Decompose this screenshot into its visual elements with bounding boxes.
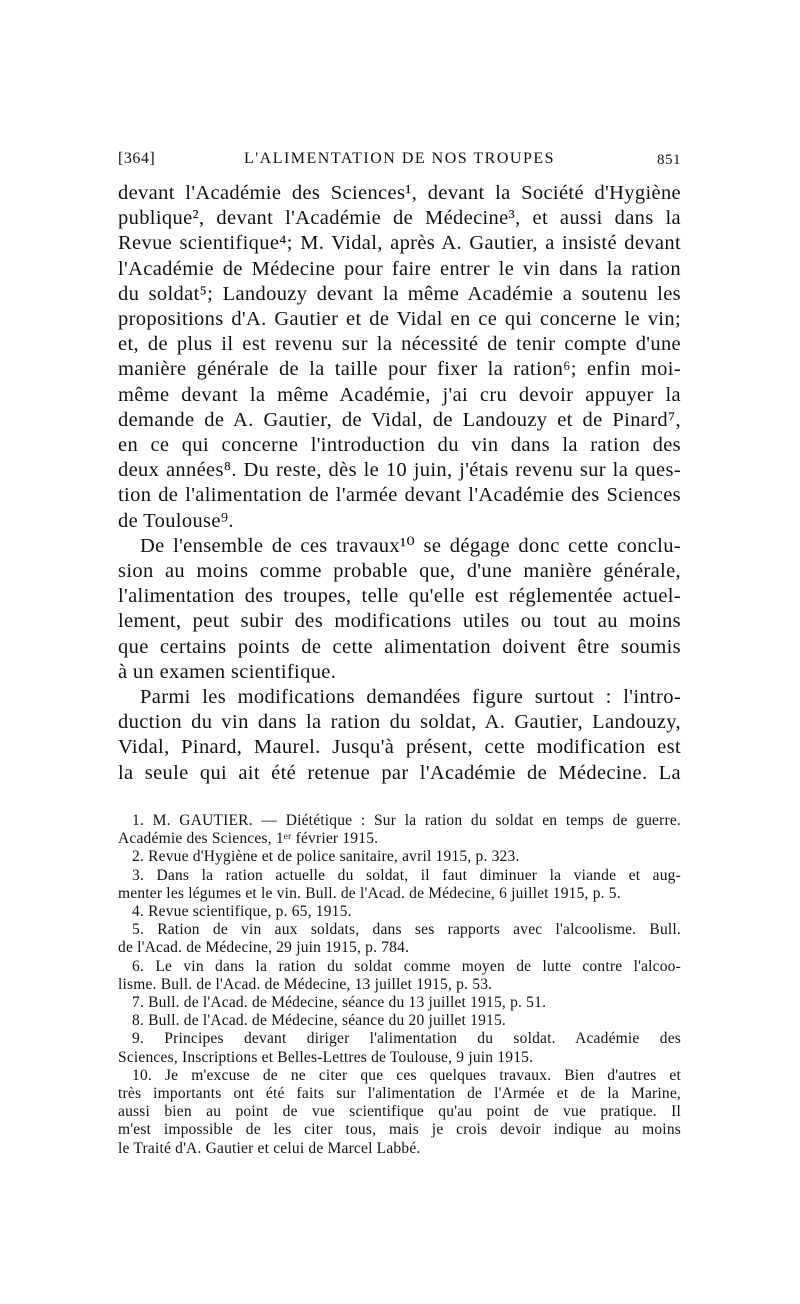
footnotes xyxy=(118,812,681,1158)
footnote xyxy=(118,958,681,994)
footnote-line: très importants ont été faits sur l'alimentation de l'Armée et de la Marine, xyxy=(118,1085,681,1103)
running-title: L'ALIMENTATION DE NOS TROUPES xyxy=(243,150,556,167)
footnote-line: 6. Le vin dans la ration du soldat comme moyen de lutte contre l'alcoo- xyxy=(132,957,681,975)
text-line: Parmi les modifications demandées figure surtout : l'intro- xyxy=(140,686,681,709)
footnote xyxy=(118,1012,681,1030)
text-line: en ce qui concerne l'introduction du vin dans la ration des xyxy=(118,434,681,457)
main-text xyxy=(118,181,681,786)
text-line: du soldat⁵; Landouzy devant la même Académie a soutenu les xyxy=(118,282,681,305)
text-line: duction du vin dans la ration du soldat, A. Gautier, Landouzy, xyxy=(118,711,681,734)
text-line: l'alimentation des troupes, telle qu'elle est réglementée actuel- xyxy=(118,585,681,608)
footnote xyxy=(118,1067,681,1158)
footnote-line: 2. Revue d'Hygiène et de police sanitaire, avril 1915, p. 323. xyxy=(132,848,520,866)
text-line: manière générale de la taille pour fixer la ration⁶; enfin moi- xyxy=(118,358,681,381)
running-header xyxy=(118,150,681,174)
text-line: l'Académie de Médecine pour faire entrer le vin dans la ration xyxy=(118,257,681,280)
footnote-line: 1. M. GAUTIER. — Diététique : Sur la ration du soldat en temps de guerre. xyxy=(132,812,681,829)
footnote-line: Sciences, Inscriptions et Belles-Lettres de Toulouse, 9 juin 1915. xyxy=(118,1048,534,1066)
footnote xyxy=(118,921,681,957)
footnote xyxy=(118,1030,681,1066)
footnote xyxy=(118,812,681,848)
footnote-line: 7. Bull. de l'Acad. de Médecine, séance du 13 juillet 1915, p. 51. xyxy=(132,994,547,1012)
text-line: et, de plus il est revenu sur la nécessité de tenir compte d'une xyxy=(118,333,681,356)
footnote-line: 4. Revue scientifique, p. 65, 1915. xyxy=(132,903,352,921)
text-line: demande de A. Gautier, de Vidal, de Landouzy et de Pinard⁷, xyxy=(118,408,681,431)
text-line: Vidal, Pinard, Maurel. Jusqu'à présent, cette modification est xyxy=(118,736,681,759)
footnote-line: m'est impossible de les citer tous, mais je crois devoir indique au moins xyxy=(118,1121,681,1139)
footnote-line: menter les légumes et le vin. Bull. de l'Acad. de Médecine, 6 juillet 1915, p. 5. xyxy=(118,884,621,902)
text-line: que certains points de cette alimentation doivent être soumis xyxy=(118,635,681,658)
text-line: tion de l'alimentation de l'armée devant l'Académie des Sciences xyxy=(118,484,681,507)
paragraph xyxy=(118,685,681,786)
text-line: à un examen scientifique. xyxy=(118,660,337,683)
text-line: Revue scientifique⁴; M. Vidal, après A. Gautier, a insisté devant xyxy=(118,232,681,255)
page-number: 851 xyxy=(657,152,681,168)
footnote-line: 10. Je m'excuse de ne citer que ces quelques travaux. Bien d'autres et xyxy=(132,1066,681,1084)
paragraph xyxy=(118,534,681,685)
text-line: la seule qui ait été retenue par l'Académie de Médecine. La xyxy=(118,761,681,784)
text-line: lement, peut subir des modifications utiles ou tout au moins xyxy=(118,610,681,633)
text-line: deux années⁸. Du reste, dès le 10 juin, j'étais revenu sur la ques- xyxy=(118,459,681,482)
footnote xyxy=(118,867,681,903)
paragraph xyxy=(118,181,681,534)
footnote-line: lisme. Bull. de l'Acad. de Médecine, 13 juillet 1915, p. 53. xyxy=(118,975,493,993)
text-line: de Toulouse⁹. xyxy=(118,509,234,532)
footnote-line: 3. Dans la ration actuelle du soldat, il faut diminuer la viande et aug- xyxy=(132,866,681,884)
footnote-line: aussi bien au point de vue scientifique qu'au point de vue pratique. Il xyxy=(118,1103,681,1121)
text-line: même devant la même Académie, j'ai cru devoir appuyer la xyxy=(118,383,681,406)
text-line: propositions d'A. Gautier et de Vidal en ce qui concerne le vin; xyxy=(118,308,681,331)
text-line: De l'ensemble de ces travaux¹⁰ se dégage donc cette conclu- xyxy=(140,534,681,557)
footnote xyxy=(118,903,681,921)
footnote-line: 9. Principes devant diriger l'alimentation du soldat. Académie des xyxy=(132,1030,681,1048)
footnote-line: de l'Acad. de Médecine, 29 juin 1915, p. 784. xyxy=(118,939,410,957)
footnote-line: 8. Bull. de l'Acad. de Médecine, séance du 20 juillet 1915. xyxy=(132,1012,507,1030)
footnote-line: le Traité d'A. Gautier et celui de Marcel Labbé. xyxy=(118,1139,421,1157)
text-line: devant l'Académie des Sciences¹, devant la Société d'Hygiène xyxy=(118,182,681,204)
footnote xyxy=(118,994,681,1012)
page-reference: [364] xyxy=(118,150,156,167)
footnote-line: 5. Ration de vin aux soldats, dans ses rapports avec l'alcoolisme. Bull. xyxy=(132,921,681,939)
footnote-line: Académie des Sciences, 1ᵉʳ février 1915. xyxy=(118,830,379,848)
footnote xyxy=(118,848,681,866)
text-line: sion au moins comme probable que, d'une manière générale, xyxy=(118,560,681,583)
text-line: publique², devant l'Académie de Médecine³, et aussi dans la xyxy=(118,207,681,230)
